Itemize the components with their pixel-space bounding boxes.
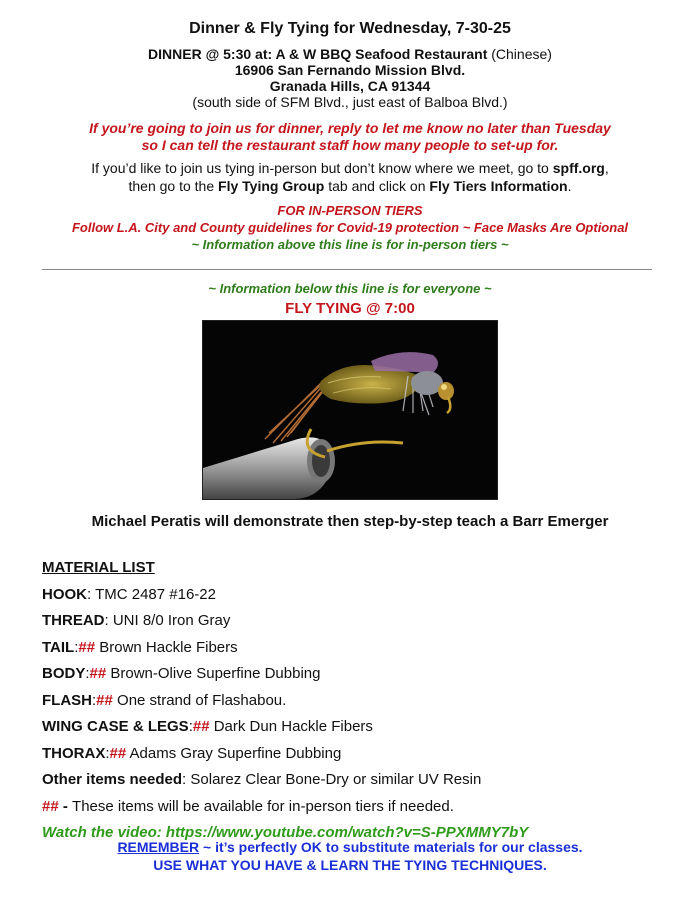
- dinner-block: [0, 46, 700, 110]
- above-line-note: ~ Information above this line is for in-person tiers ~: [191, 237, 509, 252]
- hash-note: ## - These items will be available for in-person tiers if needed.: [42, 797, 454, 815]
- demo-description: Michael Peratis will demonstrate then step-by-step teach a Barr Emerger: [91, 513, 609, 530]
- barr-emerger-fly-image: [203, 321, 497, 499]
- location-note: (south side of SFM Blvd., just east of Balboa Blvd.): [192, 94, 508, 110]
- rsvp-note: [0, 120, 700, 154]
- fly-tiers-information: Fly Tiers Information: [429, 178, 568, 194]
- dinner-restaurant: DINNER @ 5:30 at: A & W BBQ Seafood Restaurant: [148, 46, 488, 62]
- material-thorax: THORAX:## Adams Gray Superfine Dubbing: [42, 744, 342, 762]
- join-line-1: If you’d like to join us tying in-person but don’t know where we meet, go to spff.org,: [91, 160, 609, 176]
- material-other-items: Other items needed: Solarez Clear Bone-Dry or similar UV Resin: [42, 771, 482, 788]
- remember-word: REMEMBER: [117, 839, 200, 855]
- divider-line: [42, 269, 652, 270]
- address-line-2: Granada Hills, CA 91344: [269, 78, 431, 94]
- material-hook: HOOK: TMC 2487 #16-22: [42, 585, 216, 603]
- material-body: BODY:## Brown-Olive Superfine Dubbing: [42, 665, 321, 682]
- video-link[interactable]: Watch the video: https://www.youtube.com/watch?v=S-PPXMMY7bY: [42, 824, 529, 841]
- page-title: Dinner & Fly Tying for Wednesday, 7-30-25: [189, 20, 511, 37]
- fly-photo: [202, 320, 498, 500]
- covid-guidelines: Follow L.A. City and County guidelines for Covid-19 protection ~ Face Masks Are Optional: [71, 220, 629, 235]
- join-instructions: [0, 159, 700, 195]
- rsvp-line-1: If you’re going to join us for dinner, reply to let me know no later than Tuesday: [89, 120, 611, 136]
- material-thread: THREAD: UNI 8/0 Iron Gray: [42, 612, 231, 629]
- below-line-note: ~ Information below this line is for everyone ~: [208, 281, 492, 296]
- in-person-block: [0, 202, 700, 253]
- material-flash: FLASH:## One strand of Flashabou.: [42, 691, 287, 709]
- material-wing-case-legs: WING CASE & LEGS:## Dark Dun Hackle Fibers: [42, 718, 373, 735]
- remember-line-2: USE WHAT YOU HAVE & LEARN THE TYING TECHNIQUES.: [153, 857, 547, 873]
- rsvp-line-2: so I can tell the restaurant staff how many people to set-up for.: [141, 137, 559, 153]
- remember-note: [0, 838, 700, 874]
- in-person-heading: FOR IN-PERSON TIERS: [277, 203, 423, 218]
- remember-line-1: REMEMBER ~ it’s perfectly OK to substitute materials for our classes.: [117, 839, 583, 855]
- material-list: [42, 558, 682, 850]
- material-tail: TAIL:## Brown Hackle Fibers: [42, 638, 238, 656]
- address-line-1: 16906 San Fernando Mission Blvd.: [234, 62, 466, 78]
- fly-tying-group-tab: Fly Tying Group: [218, 178, 325, 194]
- dinner-line: [0, 46, 700, 62]
- join-line-2: then go to the Fly Tying Group tab and click on Fly Tiers Information.: [128, 178, 572, 194]
- fly-tying-time: FLY TYING @ 7:00: [285, 300, 415, 317]
- material-list-heading: MATERIAL LIST: [42, 559, 155, 576]
- site-link[interactable]: spff.org: [552, 160, 605, 176]
- dinner-cuisine: (Chinese): [487, 46, 552, 62]
